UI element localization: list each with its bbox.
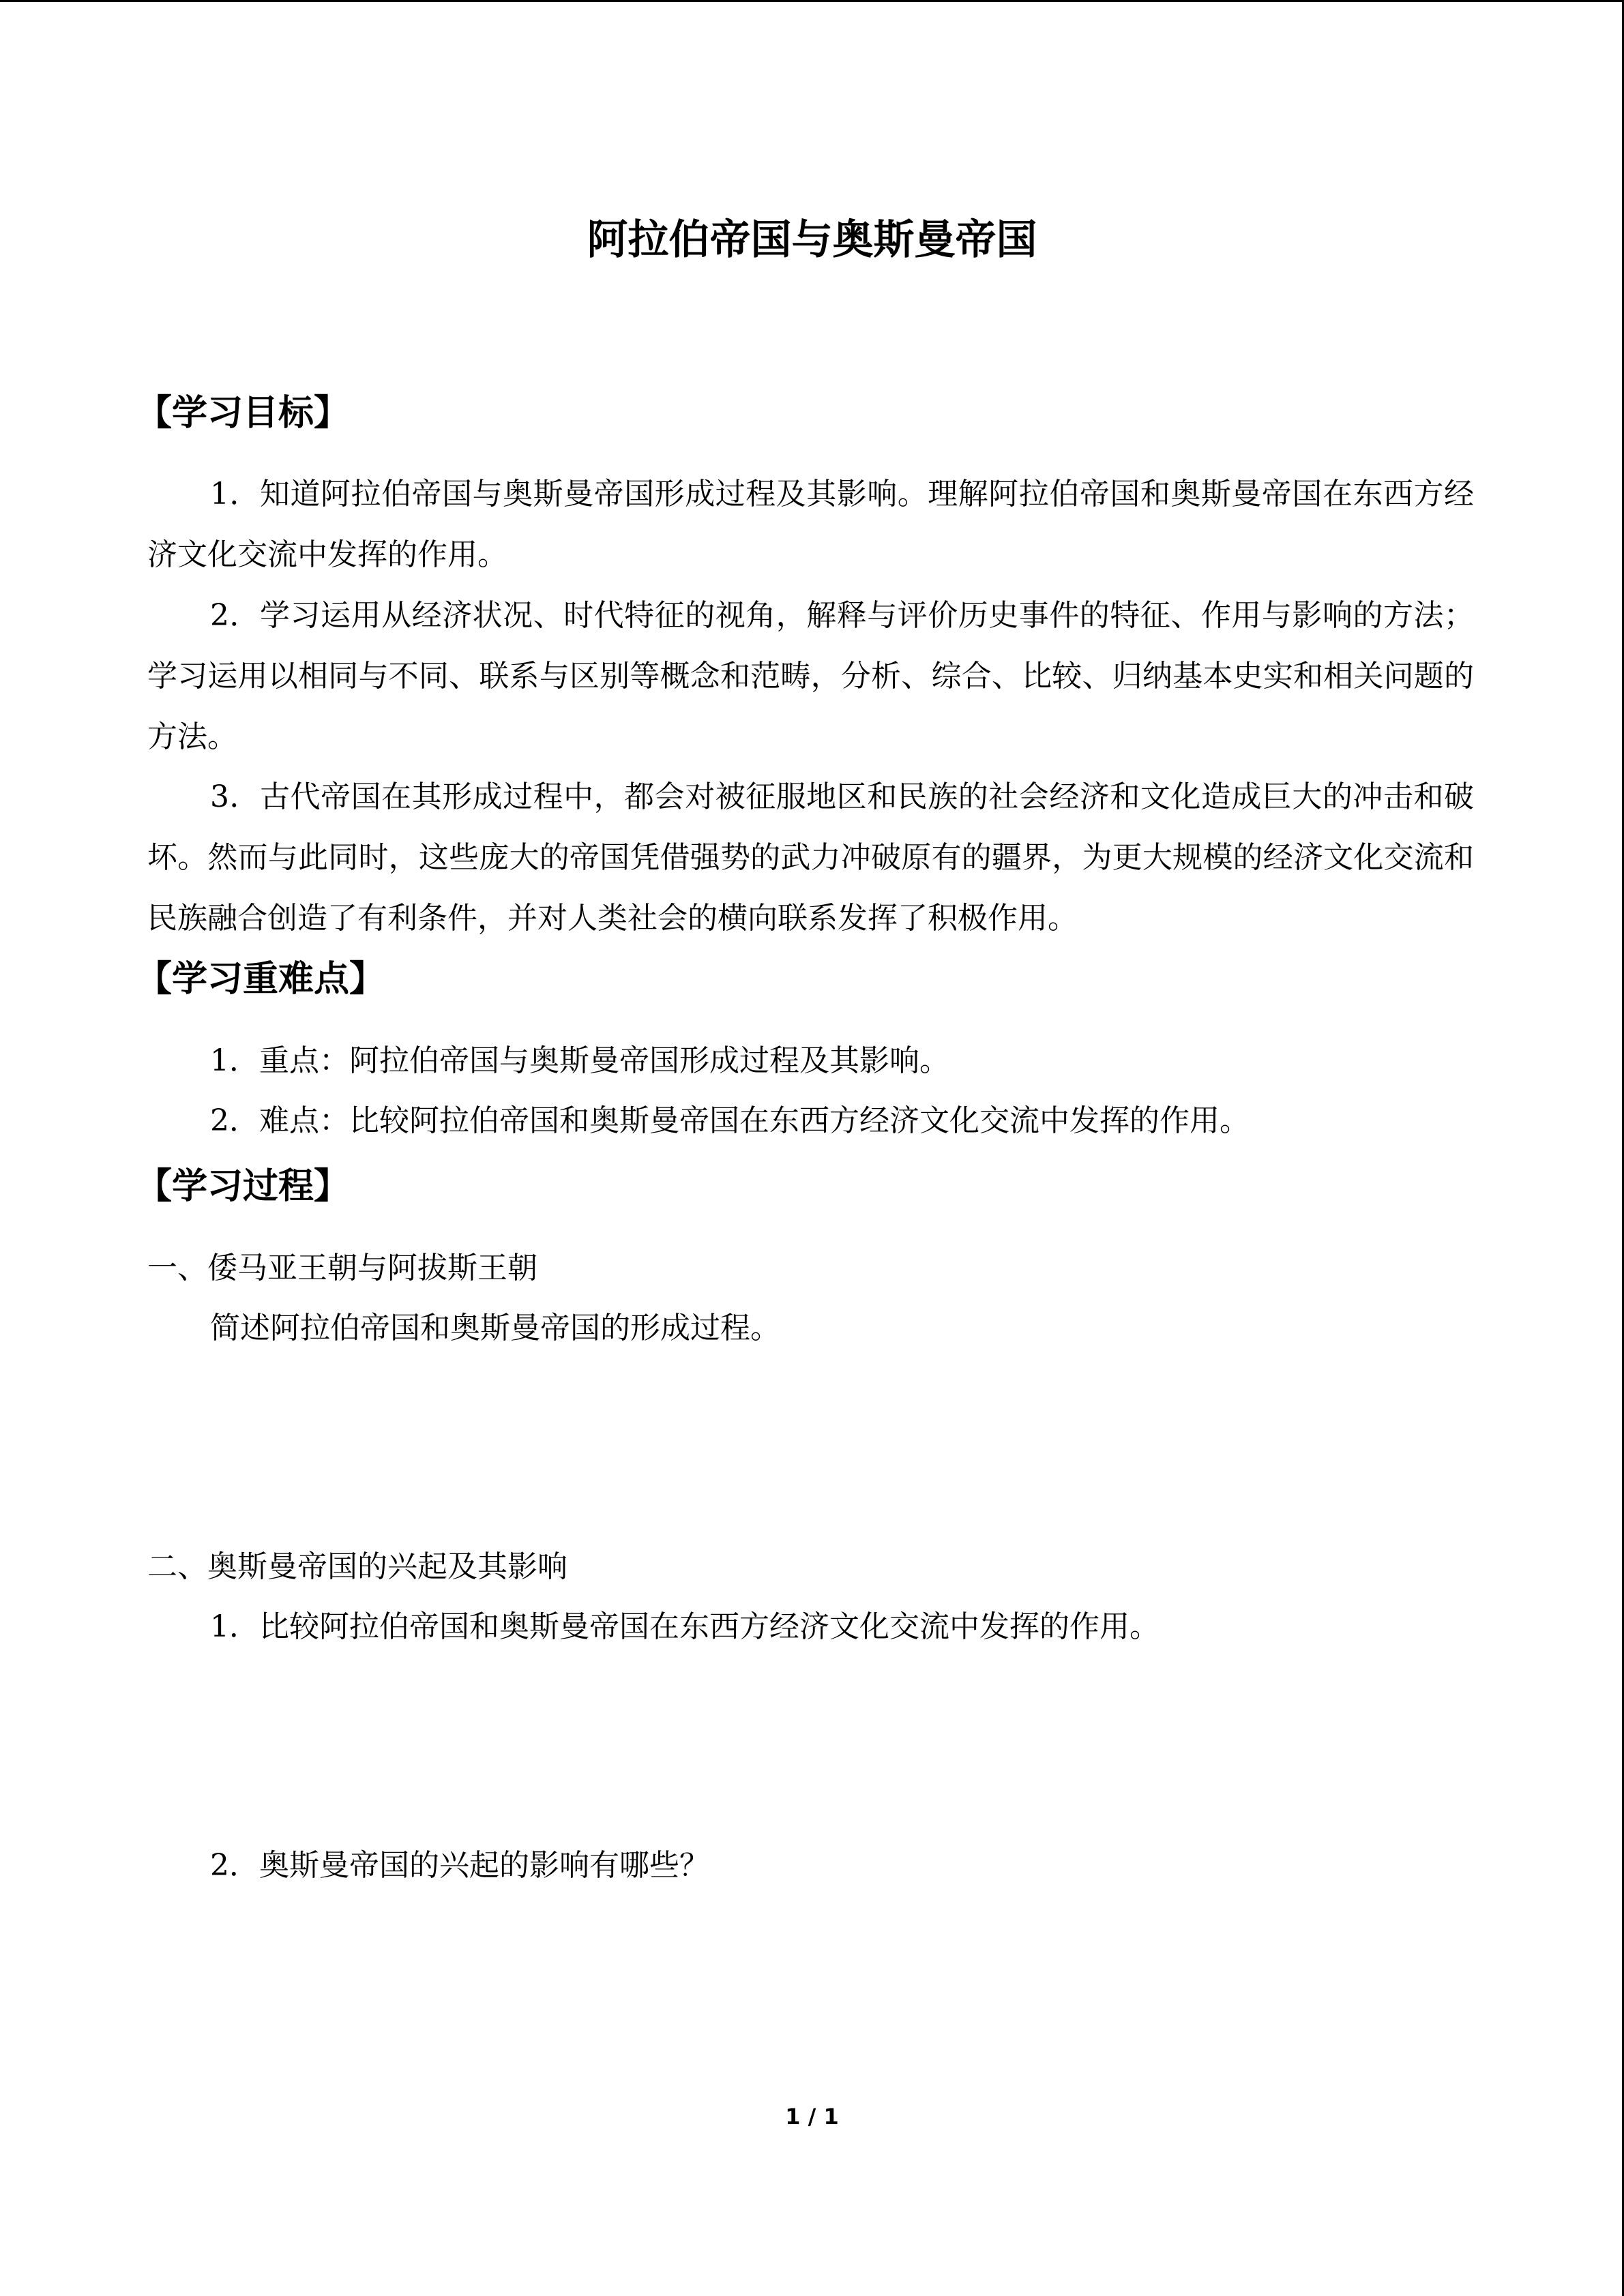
section-2-title: 二、奥斯曼帝国的兴起及其影响	[147, 1549, 567, 1584]
key-point-2: 2．难点：比较阿拉伯帝国和奥斯曼帝国在东西方经济文化交流中发挥的作用。	[210, 1103, 1250, 1138]
key-points-heading: 【学习重难点】	[136, 959, 385, 1000]
objective-item-2: 2．学习运用从经济状况、时代特征的视角，解释与评价历史事件的特征、作用与影响的方法；学习运用以相同与不同、联系与区别等概念和范畴，分析、综合、比较、归纳基本史实和相关问题的方法。	[147, 598, 1474, 754]
section-2-question-2: 2．奥斯曼帝国的兴起的影响有哪些？	[210, 1848, 709, 1883]
section-2-question-1: 1．比较阿拉伯帝国和奥斯曼帝国在东西方经济文化交流中发挥的作用。	[210, 1609, 1160, 1644]
objective-item-3: 3．古代帝国在其形成过程中，都会对被征服地区和民族的社会经济和文化造成巨大的冲击和破坏。然而与此同时，这些庞大的帝国凭借强势的武力冲破原有的疆界，为更大规模的经济文化交流和民族融合创造了有利条件，并对人类社会的横向联系发挥了积极作用。	[147, 779, 1474, 936]
process-heading: 【学习过程】	[136, 1166, 350, 1207]
key-point-1: 1．重点：阿拉伯帝国与奥斯曼帝国形成过程及其影响。	[210, 1043, 949, 1078]
page-top-border	[0, 0, 1624, 2]
page-number: 1 / 1	[785, 2104, 839, 2130]
page-title: 阿拉伯帝国与奥斯曼帝国	[587, 216, 1037, 264]
section-1-question: 简述阿拉伯帝国和奥斯曼帝国的形成过程。	[210, 1311, 780, 1345]
objective-item-1: 1．知道阿拉伯帝国与奥斯曼帝国形成过程及其影响。理解阿拉伯帝国和奥斯曼帝国在东西方经济文化交流中发挥的作用。	[147, 477, 1474, 572]
objectives-heading: 【学习目标】	[136, 393, 350, 434]
section-1-title: 一、倭马亚王朝与阿拔斯王朝	[147, 1251, 537, 1285]
